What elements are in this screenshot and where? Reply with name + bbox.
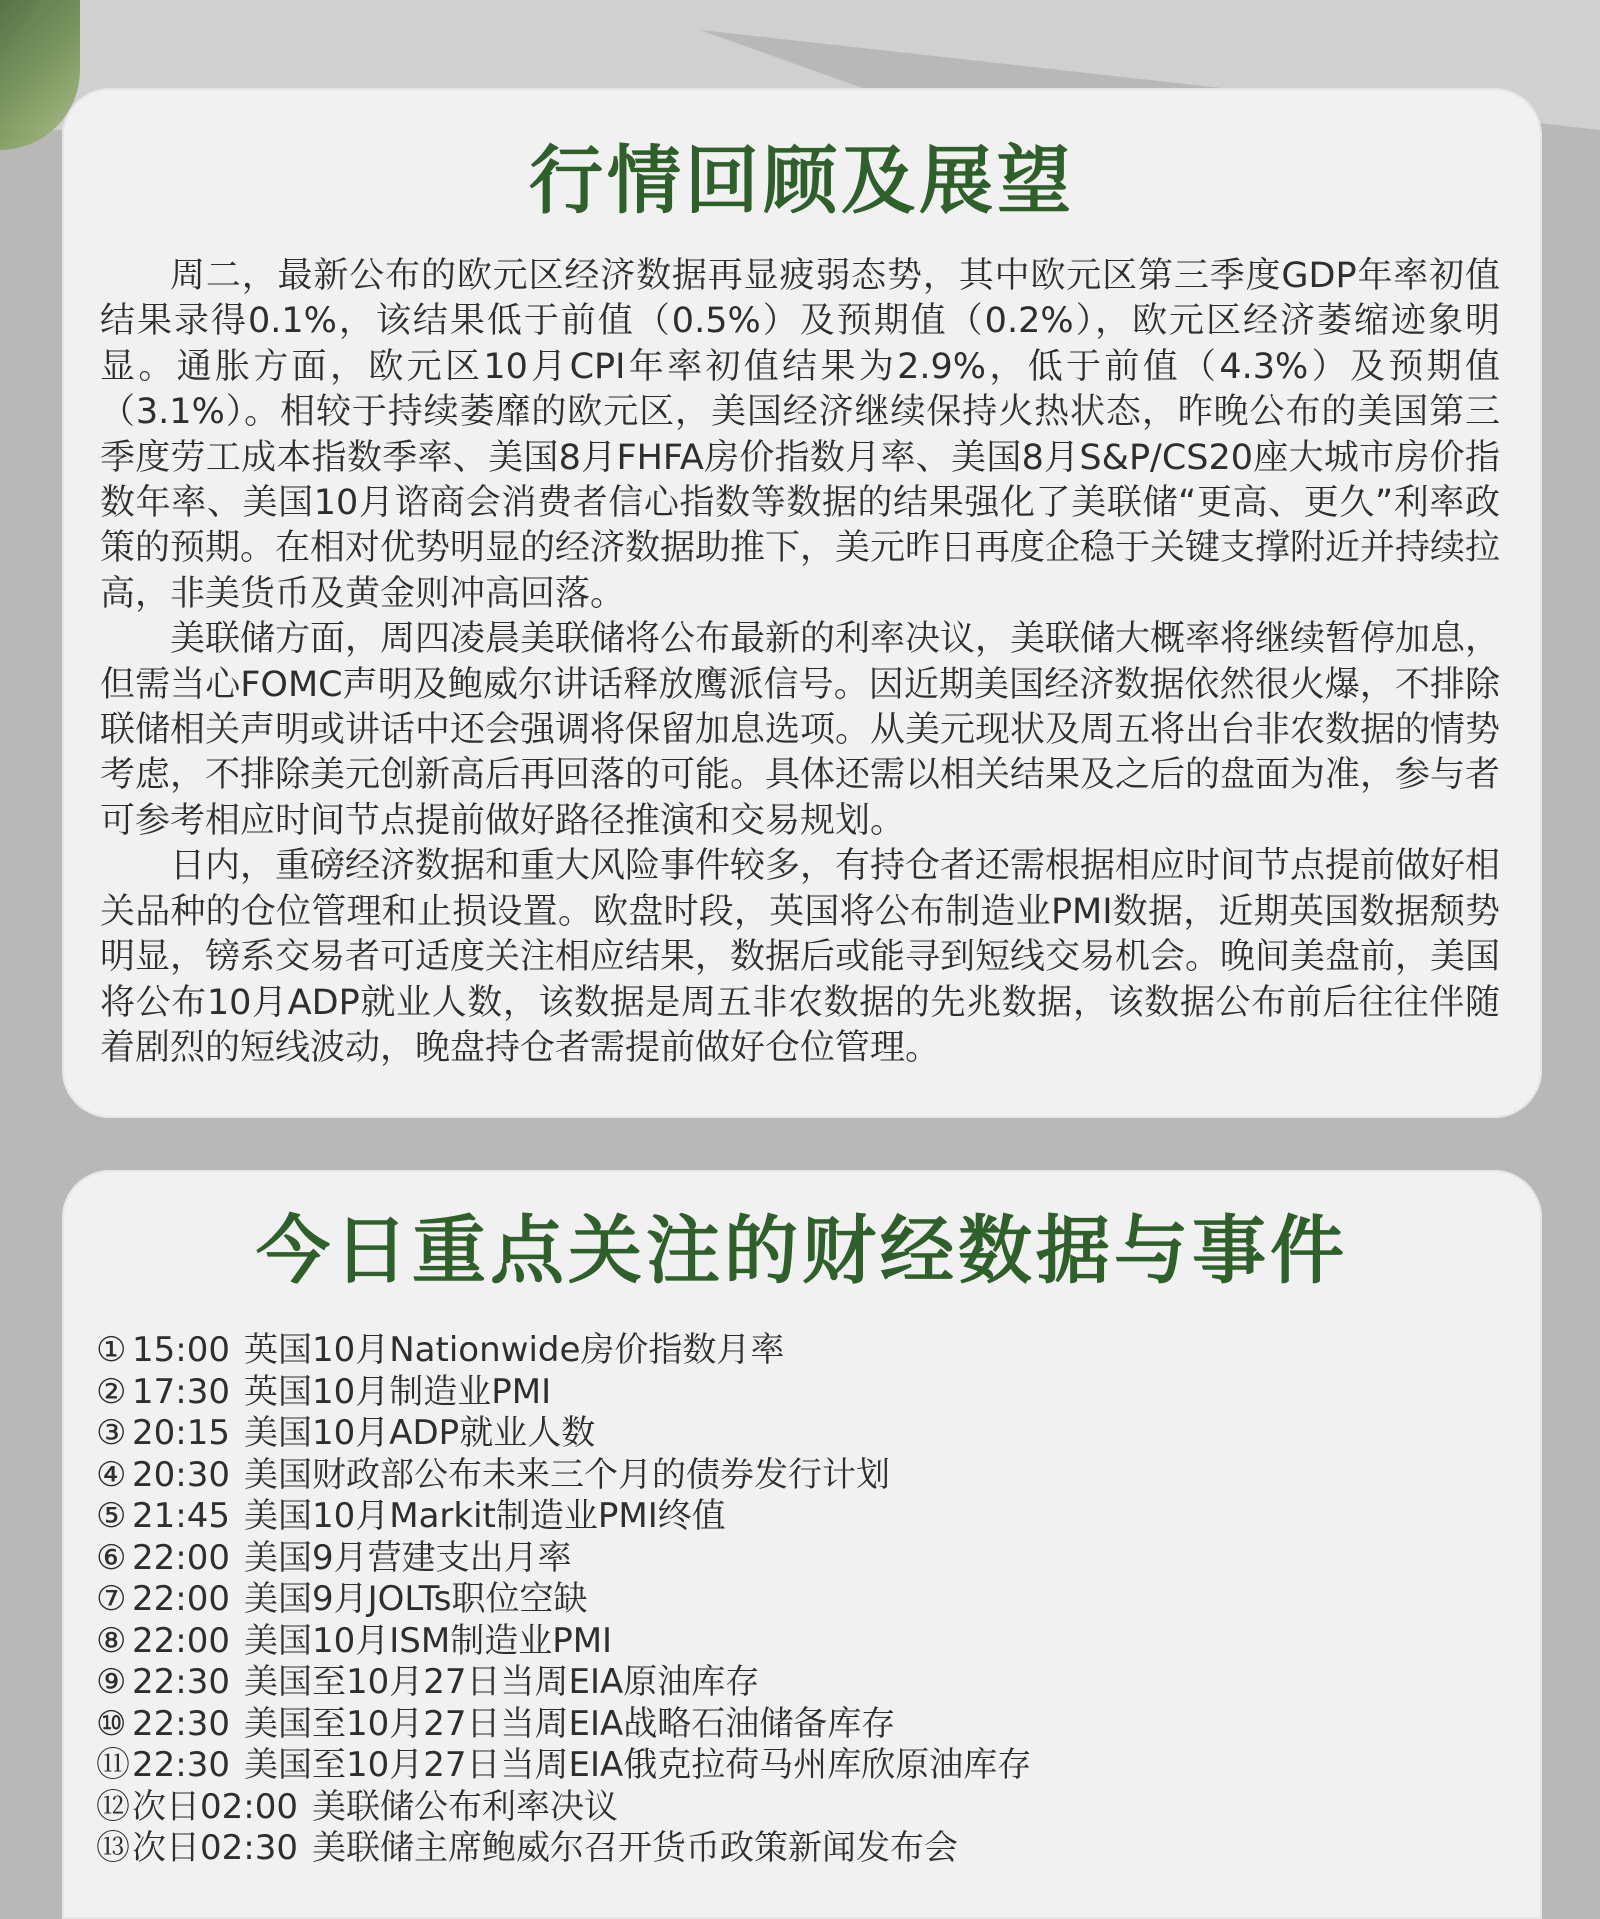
event-description: 美国10月Markit制造业PMI终值: [243, 1496, 726, 1536]
review-paragraph: 日内，重磅经济数据和重大风险事件较多，有持仓者还需根据相应时间节点提前做好相关品种的仓位管理和止损设置。欧盘时段，英国将公布制造业PMI数据，近期英国数据颓势明显，镑系交易者可适度关注相应结果，数据后或能寻到短线交易机会。晚间美盘前，美国将公布10月ADP就业人数，该数据是周五非农数据的先兆数据，该数据公布前后往往伴随着剧烈的短线波动，晚盘持仓者需提前做好仓位管理。: [100, 846, 1501, 1068]
event-item: [96, 1828, 1496, 1870]
event-item: [96, 1330, 1496, 1372]
event-time: 17:30: [132, 1371, 230, 1412]
event-number: ⑦: [96, 1579, 127, 1619]
review-paragraph: 美联储方面，周四凌晨美联储将公布最新的利率决议，美联储大概率将继续暂停加息，但需当心FOMC声明及鲍威尔讲话释放鹰派信号。因近期美国经济数据依然很火爆，不排除联储相关声明或讲话中还会强调将保留加息选项。从美元现状及周五将出台非农数据的情势考虑，不排除美元创新高后再回落的可能。具体还需以相关结果及之后的盘面为准，参与者可参考相应时间节点提前做好路径推演和交易规划。: [100, 619, 1501, 841]
event-description: 英国10月Nationwide房价指数月率: [243, 1330, 785, 1370]
event-time: 22:00: [132, 1537, 230, 1578]
calendar-panel: [62, 1170, 1542, 1919]
event-description: 美国10月ISM制造业PMI: [243, 1620, 613, 1661]
event-time: 20:15: [132, 1413, 230, 1453]
event-description: 美国至10月27日当周EIA原油库存: [243, 1662, 760, 1702]
event-time: 22:30: [132, 1703, 230, 1744]
event-list: [96, 1330, 1496, 1870]
event-description: 美国9月JOLTs职位空缺: [243, 1579, 588, 1619]
event-description: 美国至10月27日当周EIA俄克拉荷马州库欣原油库存: [243, 1745, 1032, 1785]
event-description: 美联储主席鲍威尔召开货币政策新闻发布会: [311, 1828, 958, 1868]
event-number: ⑧: [96, 1620, 127, 1661]
event-time: 22:30: [132, 1662, 230, 1702]
event-description: 美国9月营建支出月率: [243, 1537, 572, 1578]
event-number: ⑪: [96, 1745, 130, 1785]
event-description: 美国财政部公布未来三个月的债券发行计划: [243, 1454, 890, 1495]
event-item: [96, 1455, 1496, 1497]
event-number: ③: [96, 1413, 127, 1453]
event-number: ②: [96, 1371, 127, 1412]
event-time: 22:00: [132, 1620, 230, 1661]
event-item: [96, 1496, 1496, 1538]
event-description: 英国10月制造业PMI: [243, 1371, 552, 1412]
event-number: ⑤: [96, 1496, 127, 1536]
event-item: [96, 1538, 1496, 1580]
event-description: 美联储公布利率决议: [311, 1786, 618, 1827]
event-number: ①: [96, 1330, 127, 1370]
event-number: ⑫: [96, 1786, 130, 1827]
market-review-title: 行情回顾及展望: [529, 138, 1075, 224]
event-item: [96, 1662, 1496, 1704]
event-item: [96, 1621, 1496, 1663]
event-number: ⑨: [96, 1662, 127, 1702]
event-description: 美国至10月27日当周EIA战略石油储备库存: [243, 1703, 896, 1744]
event-time: 次日02:00: [132, 1786, 298, 1827]
event-time: 22:30: [132, 1745, 230, 1785]
event-item: [96, 1704, 1496, 1746]
event-number: ④: [96, 1454, 127, 1495]
event-number: ⑥: [96, 1537, 127, 1578]
event-time: 次日02:30: [132, 1828, 298, 1868]
review-paragraph: 周二，最新公布的欧元区经济数据再显疲弱态势，其中欧元区第三季度GDP年率初值结果录得0.1%，该结果低于前值（0.5%）及预期值（0.2%），欧元区经济萎缩迹象明显。通胀方面，欧元区10月CPI年率初值结果为2.9%，低于前值（4.3%）及预期值（3.1%）。相较于持续萎靡的欧元区，美国经济继续保持火热状态，昨晚公布的美国第三季度劳工成本指数季率、美国8月FHFA房价指数月率、美国8月S&P/CS20座大城市房价指数年率、美国10月谘商会消费者信心指数等数据的结果强化了美联储“更高、更久”利率政策的预期。在相对优势明显的经济数据助推下，美元昨日再度企稳于关键支撑附近并持续拉高，非美货币及黄金则冲高回落。: [100, 256, 1501, 614]
calendar-title: 今日重点关注的财经数据与事件: [256, 1208, 1348, 1294]
event-time: 15:00: [132, 1330, 230, 1370]
event-item: [96, 1579, 1496, 1621]
event-item: [96, 1745, 1496, 1787]
event-time: 21:45: [132, 1496, 230, 1536]
event-time: 20:30: [132, 1454, 230, 1495]
event-item: [96, 1413, 1496, 1455]
event-item: [96, 1372, 1496, 1414]
market-review-panel: [62, 88, 1542, 1118]
event-number: ⑩: [96, 1703, 127, 1744]
market-review-article: [100, 254, 1500, 1071]
event-item: [96, 1787, 1496, 1829]
event-description: 美国10月ADP就业人数: [243, 1413, 596, 1453]
event-number: ⑬: [96, 1828, 130, 1868]
event-time: 22:00: [132, 1579, 230, 1619]
